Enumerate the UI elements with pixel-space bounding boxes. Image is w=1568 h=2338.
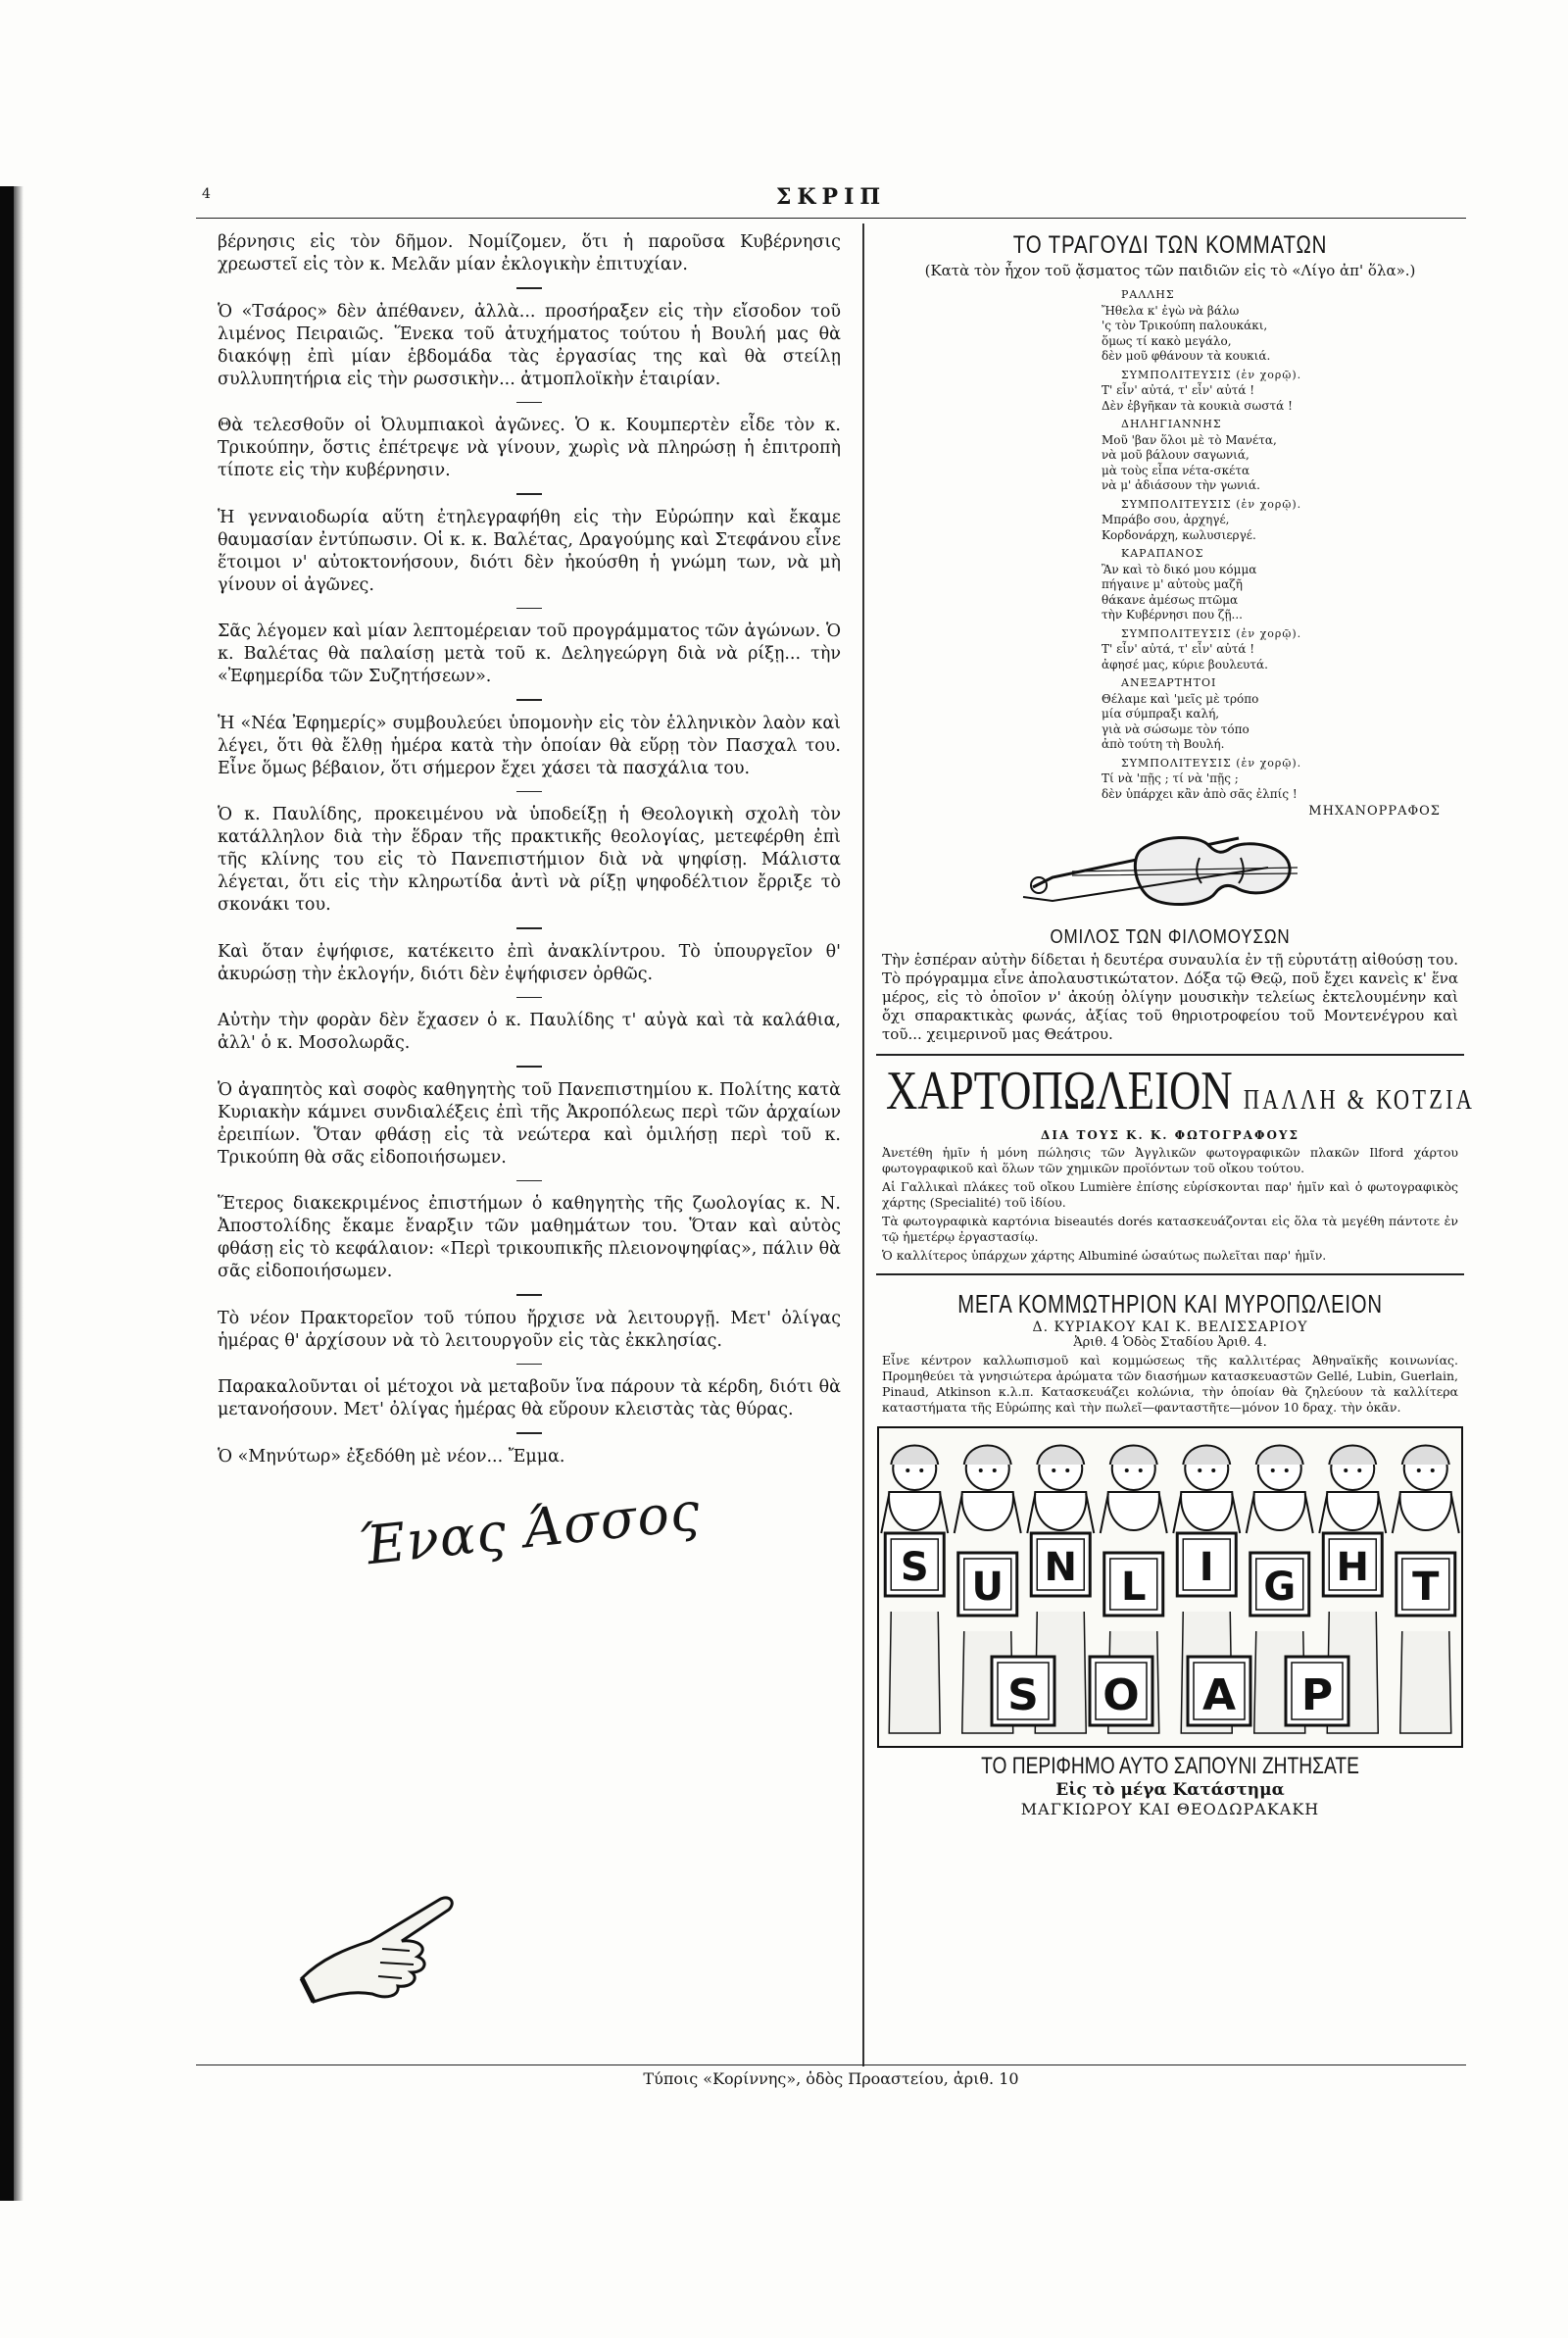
song-line: πήγαινε μ' αὐτοὺς μαζῆ: [1102, 577, 1243, 591]
song-line: Τ' εἶν' αὐτά, τ' εἶν' αὐτά !: [1102, 642, 1255, 656]
separator: [516, 1180, 542, 1182]
photo-ad-line: Τὰ φωτογραφικὰ καρτόνια biseautés dorés κατασκευάζονται εἰς ὅλα τὰ μεγέθη πάντοτε ἐν τῷ ἡμετέρῳ ἐργαστασίῳ.: [882, 1214, 1458, 1244]
soap-ad-shops: ΜΑΓΚΙΩΡΟΥ ΚΑΙ ΘΕΟΔΩΡΑΚΑΚΗ: [1020, 1800, 1320, 1818]
photo-ad-title-small: ΠΑΛΛΗ & ΚΟΤΖΙΑ: [1243, 1085, 1476, 1116]
photo-ad-subtitle: ΔΙΑ ΤΟΥΣ Κ. Κ. ΦΩΤΟΓΡΑΦΟΥΣ: [1041, 1128, 1299, 1142]
song-speaker: ΣΥΜΠΟΛΙΤΕΥΣΙΣ (ἐν χορῷ).: [1121, 756, 1302, 770]
letter-block: [992, 1657, 1054, 1725]
song-line: Μπράβο σου, ἀρχηγέ,: [1102, 513, 1230, 526]
song-line: ὅμως τί κακὸ μεγάλο,: [1102, 333, 1232, 348]
salon-ad-address: Ἀριθ. 4 Ὁδὸς Σταδίου Ἀριθ. 4.: [1073, 1335, 1267, 1350]
article-paragraph: Ὁ ἀγαπητὸς καὶ σοφὸς καθηγητὴς τοῦ Πανεπιστημίου κ. Πολίτης κατὰ Κυριακὴν κάμνει συνδιαλέξεις ἐπὶ τῆς Ἀκροπόλεως περὶ τῶν ἀρχαίων ἐρειπίων. Ὅταν φθάσῃ εἰς τὰ νεώτερα καὶ ὁμιλήσῃ περὶ τοῦ κ. Τρικούπη θὰ σᾶς εἰδοποιήσωμεν.: [218, 1079, 841, 1168]
salon-ad: [876, 1273, 1464, 1416]
separator: [516, 287, 542, 289]
song-line: γιὰ νὰ σώσωμε τὸν τόπο: [1102, 721, 1250, 736]
song-speaker: ΚΑΡΑΠΑΝΟΣ: [1121, 547, 1204, 560]
article-paragraph: Καὶ ὅταν ἐψήφισε, κατέκειτο ἐπὶ ἀνακλίντρου. Τὸ ὑπουργεῖον θ' ἀκυρώσῃ τὴν ἐκλογήν, διότι δὲν ἐψήφισεν ὀρθῶς.: [218, 941, 841, 984]
separator: [516, 1294, 542, 1296]
pointing-hand-icon: [292, 1880, 478, 2008]
song-line: μὰ τοὺς εἶπα νέτα-σκέτα: [1102, 463, 1250, 477]
article-paragraph: Ἕτερος διακεκριμένος ἐπιστήμων ὁ καθηγητὴς τῆς ζωολογίας κ. Ν. Ἀποστολίδης ἔκαμε ἔναρξιν τῶν μαθημάτων του. Ὅταν καὶ αὐτὸς φθάσῃ εἰς τὸ κεφάλαιον: «Περὶ τρικουπικῆς πλειονοψηφίας», πάλιν θὰ σᾶς εἰδοποιήσωμεν.: [218, 1194, 841, 1281]
separator: [516, 699, 542, 701]
song-speaker: ΑΝΕΞΑΡΤΗΤΟΙ: [1121, 676, 1217, 689]
page-number: 4: [202, 186, 211, 202]
song-line: 'ς τὸν Τρικούπη παλουκάκι,: [1102, 319, 1268, 332]
song-line: Δὲν ἐβγῆκαν τὰ κουκιὰ σωστά !: [1102, 398, 1293, 413]
song-speaker: ΣΥΜΠΟΛΙΤΕΥΣΙΣ (ἐν χορῷ).: [1121, 368, 1302, 381]
soap-block-letter: G: [1263, 1565, 1297, 1610]
song-subtitle: (Κατὰ τὸν ἦχον τοῦ ᾄσματος τῶν παιδιῶν εἰς τὸ «Λίγο ἀπ' ὅλα».): [924, 262, 1416, 279]
separator: [516, 1364, 542, 1366]
printer-imprint: Τύποις «Κορίννης», ὁδὸς Προαστείου, ἀριθ. 10: [196, 2064, 1466, 2088]
page-header: [196, 178, 1466, 219]
song-title: ΤΟ ΤΡΑΓΟΥΔΙ ΤΩΝ ΚΟΜΜΑΤΩΝ: [1012, 231, 1328, 259]
article-paragraph: Θὰ τελεσθοῦν οἱ Ὀλυμπιακοὶ ἀγῶνες. Ὁ κ. Κουμπερτὲν εἶδε τὸν κ. Τρικούπην, ὅστις ἐπέτρεψε νὰ γίνουν, χωρὶς νὰ πληρώσῃ ἡ ἐπιτροπὴ τίποτε εἰς τὴν κυβέρνησιν.: [218, 416, 841, 480]
song-line: ἀπὸ τούτη τὴ Βουλή.: [1102, 737, 1225, 751]
letter-block: [1188, 1657, 1250, 1725]
column-divider: [862, 224, 864, 2066]
photo-ad: [876, 1054, 1476, 1264]
concert-text: Τὴν ἑσπέραν αὐτὴν δίδεται ἡ δευτέρα συναυλία ἐν τῇ εὐρυτάτῃ αἰθούσῃ του. Τὸ πρόγραμμα εἶνε ἀπολαυστικώτατον. Δόξα τῷ Θεῷ, ποῦ ἔχει κανεὶς κ' ἕνα μέρος, εἰς τὸ ὁποῖον ν' ἀκούῃ ὀλίγην μουσικὴν τελείως ἐκτελουμένην καὶ ὄχι σπαρακτικὰς φωνάς, ἀξίας τοῦ θηριοτροφείου τοῦ Μοντενέγρου καὶ τοῦ... χειμερινοῦ μας Θεάτρου.: [882, 951, 1459, 1043]
article-paragraph: Ὁ «Μηνύτωρ» ἐξεδόθη μὲ νέον... Ἔμμα.: [218, 1446, 565, 1467]
article-paragraph: Ἡ «Νέα Ἐφημερίς» συμβουλεύει ὑπομονὴν εἰς τὸν ἑλληνικὸν λαὸν καὶ λέγει, ὅτι θὰ ἔλθῃ ἡμέρα κατὰ τὴν ὁποίαν θὰ εὕρῃ τὸν Πασχαλ του. Εἶνε ὅμως βέβαιον, ὅτι σήμερον ἔχει χάσει τὰ πασχάλια του.: [218, 713, 841, 778]
song-line: ἀφησέ μας, κύριε βουλευτά.: [1102, 657, 1268, 672]
song-speaker: ΣΥΜΠΟΛΙΤΕΥΣΙΣ (ἐν χορῷ).: [1121, 626, 1302, 640]
soap-block-letter: A: [1201, 1670, 1237, 1720]
right-column: [876, 231, 1476, 1818]
song-line: νὰ μ' ἀδιάσουν τὴν γωνιά.: [1102, 478, 1260, 492]
song-line: νὰ μοῦ βάλουν σαγωνιά,: [1102, 448, 1250, 462]
sunlight-soap-illustration: [876, 1425, 1464, 1749]
song-speaker: ΡΑΛΛΗΣ: [1121, 288, 1175, 301]
letter-block: [1090, 1657, 1152, 1725]
article-paragraph: Ἡ γενναιοδωρία αὕτη ἐτηλεγραφήθη εἰς τὴν Εὐρώπην καὶ ἔκαμε θαυμασίαν ἐντύπωσιν. Οἱ κ. κ. Βαλέτας, Δραγούμης καὶ Στεφάνου εἶνε ἕτοιμοι ν' αὐτοκτονήσουν, διότι δὲν ἠκούσθη ἡ γνώμη των, νὰ μὴ γίνουν οἱ ἀγῶνες.: [218, 507, 841, 595]
song-line: τὴν Κυβέρνησι που ζῇ...: [1102, 608, 1243, 622]
song-line: Κορδονάρχη, κωλυσιεργέ.: [1102, 527, 1256, 542]
song-author: ΜΗΧΑΝΟΡΡΑΦΟΣ: [1308, 804, 1441, 819]
separator: [516, 608, 542, 610]
article-paragraph: Τὸ νέον Πρακτορεῖον τοῦ τύπου ἤρχισε νὰ λειτουργῇ. Μετ' ὀλίγας ἡμέρας θ' ἀρχίσουν νὰ τὸ λειτουργοῦν εἰς τὰς ἐκκλησίας.: [218, 1308, 841, 1351]
song-line: θάκανε ἀμέσως πτῶμα: [1102, 592, 1239, 607]
article-paragraph: Αὐτὴν τὴν φορὰν δὲν ἔχασεν ὁ κ. Παυλίδης τ' αὐγὰ καὶ τὰ καλάθια, ἀλλ' ὁ κ. Μοσολωρᾶς.: [218, 1011, 841, 1053]
song-speaker: ΣΥΜΠΟΛΙΤΕΥΣΙΣ (ἐν χορῷ).: [1121, 497, 1302, 511]
letter-block: [885, 1533, 944, 1596]
article-paragraph: Παρακαλοῦνται οἱ μέτοχοι νὰ μεταβοῦν ἵνα πάρουν τὰ κέρδη, διότι θὰ μετανοήσουν. Μετ' ὀλίγας ἡμέρας θὰ εὕρουν κλειστὰς τὰς θύρας.: [218, 1377, 841, 1419]
photo-ad-title-large: ΧΑΡΤΟΠΩΛΕΙΟΝ: [886, 1061, 1233, 1121]
photo-ad-line: Αἱ Γαλλικαὶ πλάκες τοῦ οἴκου Lumière ἐπίσης εὑρίσκονται παρ' ἡμῖν καὶ ὁ φωτογραφικὸς χάρτης (Specialité) τοῦ ἰδίου.: [882, 1179, 1458, 1210]
separator: [516, 997, 542, 999]
song-speaker: ΔΗΛΗΓΙΑΝΝΗΣ: [1121, 418, 1222, 430]
article-paragraph: βέρνησις εἰς τὸν δῆμον. Νομίζομεν, ὅτι ἡ παροῦσα Κυβέρνησις χρεωστεῖ εἰς τὸν κ. Μελᾶν μίαν ἐκλογικὴν ἐπιτυχίαν.: [218, 232, 841, 274]
song-line: Ἂν καὶ τὸ δικό μου κόμμα: [1102, 562, 1257, 576]
letter-block: [1104, 1553, 1163, 1616]
soap-block-letter: P: [1300, 1670, 1334, 1720]
letter-block: [1031, 1533, 1090, 1596]
salon-ad-text: Εἶνε κέντρον καλλωπισμοῦ καὶ κομμώσεως τῆς καλλιτέρας Ἀθηναϊκῆς κοινωνίας. Προμηθεύει τὰ γνησιώτερα ἀρώματα τῶν διασήμων κατασκευαστῶν Gellé, Lubin, Guerlain, Pinaud, Atkinson κ.λ.π. Κατασκευάζει κολώνια, τὴν ὁποίαν θὰ ζηλεύουν τὰ καλλίτερα καταστήματα τῆς Εὐρώπης καὶ τὴν πωλεῖ—φανταστῆτε—μόνον 10 δραχ. τὴν ὀκᾶν.: [882, 1353, 1458, 1415]
letter-block: [1396, 1553, 1455, 1616]
song-line: Τί νὰ 'πῇς ; τί νὰ 'πῇς ;: [1102, 771, 1239, 785]
separator: [516, 493, 542, 495]
soap-block-letter: U: [971, 1565, 1004, 1610]
soap-block-letter: O: [1102, 1670, 1140, 1720]
song-line: μία σύμπραξι καλή,: [1102, 707, 1220, 721]
separator: [516, 927, 542, 929]
left-column: [218, 231, 841, 1577]
separator: [516, 1066, 542, 1068]
song-body: [1102, 287, 1435, 802]
soap-block-letter: S: [1007, 1670, 1039, 1720]
soap-ad-subtitle: Εἰς τὸ μέγα Κατάστημα: [1055, 1780, 1285, 1800]
song-line: δὲν μοῦ φθάνουν τὰ κουκιά.: [1102, 349, 1271, 363]
violin-icon: [1013, 828, 1307, 913]
soap-block-letter: S: [900, 1545, 929, 1590]
letter-block: [1177, 1533, 1236, 1596]
song-line: Θέλαμε καὶ 'μεῖς μὲ τρόπο: [1102, 691, 1259, 706]
soap-block-letter: L: [1121, 1565, 1147, 1610]
song-line: Ἤθελα κ' ἐγὼ νὰ βάλω: [1102, 303, 1240, 318]
salon-ad-owners: Δ. ΚΥΡΙΑΚΟΥ ΚΑΙ Κ. ΒΕΛΙΣΣΑΡΙΟΥ: [1032, 1319, 1308, 1335]
article-paragraph: Ὁ «Τσάρος» δὲν ἀπέθανεν, ἀλλὰ... προσήραξεν εἰς τὴν εἴσοδον τοῦ λιμένος Πειραιῶς. Ἕνεκα τοῦ ἀτυχήματος τούτου ἡ Βουλή μας θὰ διακόψῃ ἐπὶ μίαν ἑβδομάδα τὰς ἐργασίας της καὶ θὰ στείλῃ συλλυπητήρια εἰς τὴν ρωσσικὴν... ἀτμοπλοϊκὴν ἑταιρίαν.: [218, 301, 841, 389]
soap-block-letter: T: [1412, 1565, 1440, 1610]
signature: Ένας Άσσος: [355, 1479, 704, 1577]
soap-ad-title: ΤΟ ΠΕΡΙΦΗΜΟ ΑΥΤΟ ΣΑΠΟΥΝΙ ΖΗΤΗΣΑΤΕ: [981, 1753, 1359, 1779]
separator: [516, 402, 542, 404]
letter-block: [958, 1553, 1017, 1616]
salon-ad-title: ΜΕΓΑ ΚΟΜΜΩΤΗΡΙΟΝ ΚΑΙ ΜΥΡΟΠΩΛΕΙΟΝ: [957, 1289, 1383, 1318]
letter-block: [1250, 1553, 1309, 1616]
photo-ad-title: [886, 1061, 1476, 1130]
soap-block-letter: N: [1044, 1545, 1077, 1590]
song-line: δὲν ὑπάρχει κἂν ἀπὸ σᾶς ἐλπίς !: [1102, 786, 1298, 801]
photo-ad-line: Ἀνετέθη ἡμῖν ἡ μόνη πώλησις τῶν Ἀγγλικῶν φωτογραφικῶν πλακῶν Ilford χάρτου φωτογραφικοῦ καὶ ὅλων τῶν χημικῶν προϊόντων τοῦ οἴκου τούτου.: [882, 1145, 1458, 1175]
soap-block-letter: H: [1336, 1545, 1369, 1590]
letter-block: [1286, 1657, 1348, 1725]
letter-block: [1323, 1533, 1382, 1596]
concert-title: ΟΜΙΛΟΣ ΤΩΝ ΦΙΛΟΜΟΥΣΩΝ: [1050, 926, 1291, 948]
article-paragraph: Ὁ κ. Παυλίδης, προκειμένου νὰ ὑποδείξῃ ἡ Θεολογικὴ σχολὴ τὸν κατάλληλον διὰ τὴν ἕδραν τῆς πρακτικῆς θεολογίας, μετεφέρθη ἐπὶ τῆς κλίνης του εἰς τὸ Πανεπιστήμιον διὰ νὰ ψηφίσῃ. Μάλιστα λέγεται, ὅτι εἰς τὴν κληρωτίδα ἀντὶ νὰ ρίξῃ ψηφοδέλτιον ἔρριξε τὸ σκονάκι του.: [218, 805, 841, 915]
song-line: Τ' εἶν' αὐτά, τ' εἶν' αὐτά !: [1102, 383, 1255, 397]
separator: [516, 791, 542, 793]
soap-block-letter: I: [1199, 1545, 1214, 1590]
page-scan-edge: [0, 186, 14, 2201]
article-paragraph: Σᾶς λέγομεν καὶ μίαν λεπτομέρειαν τοῦ προγράμματος τῶν ἀγώνων. Ὁ κ. Βαλέτας θὰ παλαίσῃ μετὰ τοῦ κ. Δεληγεώργη διὰ νὰ ρίξῃ... τὴν «Ἐφημερίδα τῶν Συζητήσεων».: [218, 622, 841, 686]
separator: [516, 1432, 542, 1434]
song-line: Μοῦ 'βαν ὅλοι μὲ τὸ Μανέτα,: [1102, 432, 1277, 447]
masthead: ΣΚΡΙΠ: [775, 184, 887, 210]
photo-ad-line: Ὁ καλλίτερος ὑπάρχων χάρτης Albuminé ὡσαύτως πωλεῖται παρ' ἡμῖν.: [882, 1248, 1327, 1263]
